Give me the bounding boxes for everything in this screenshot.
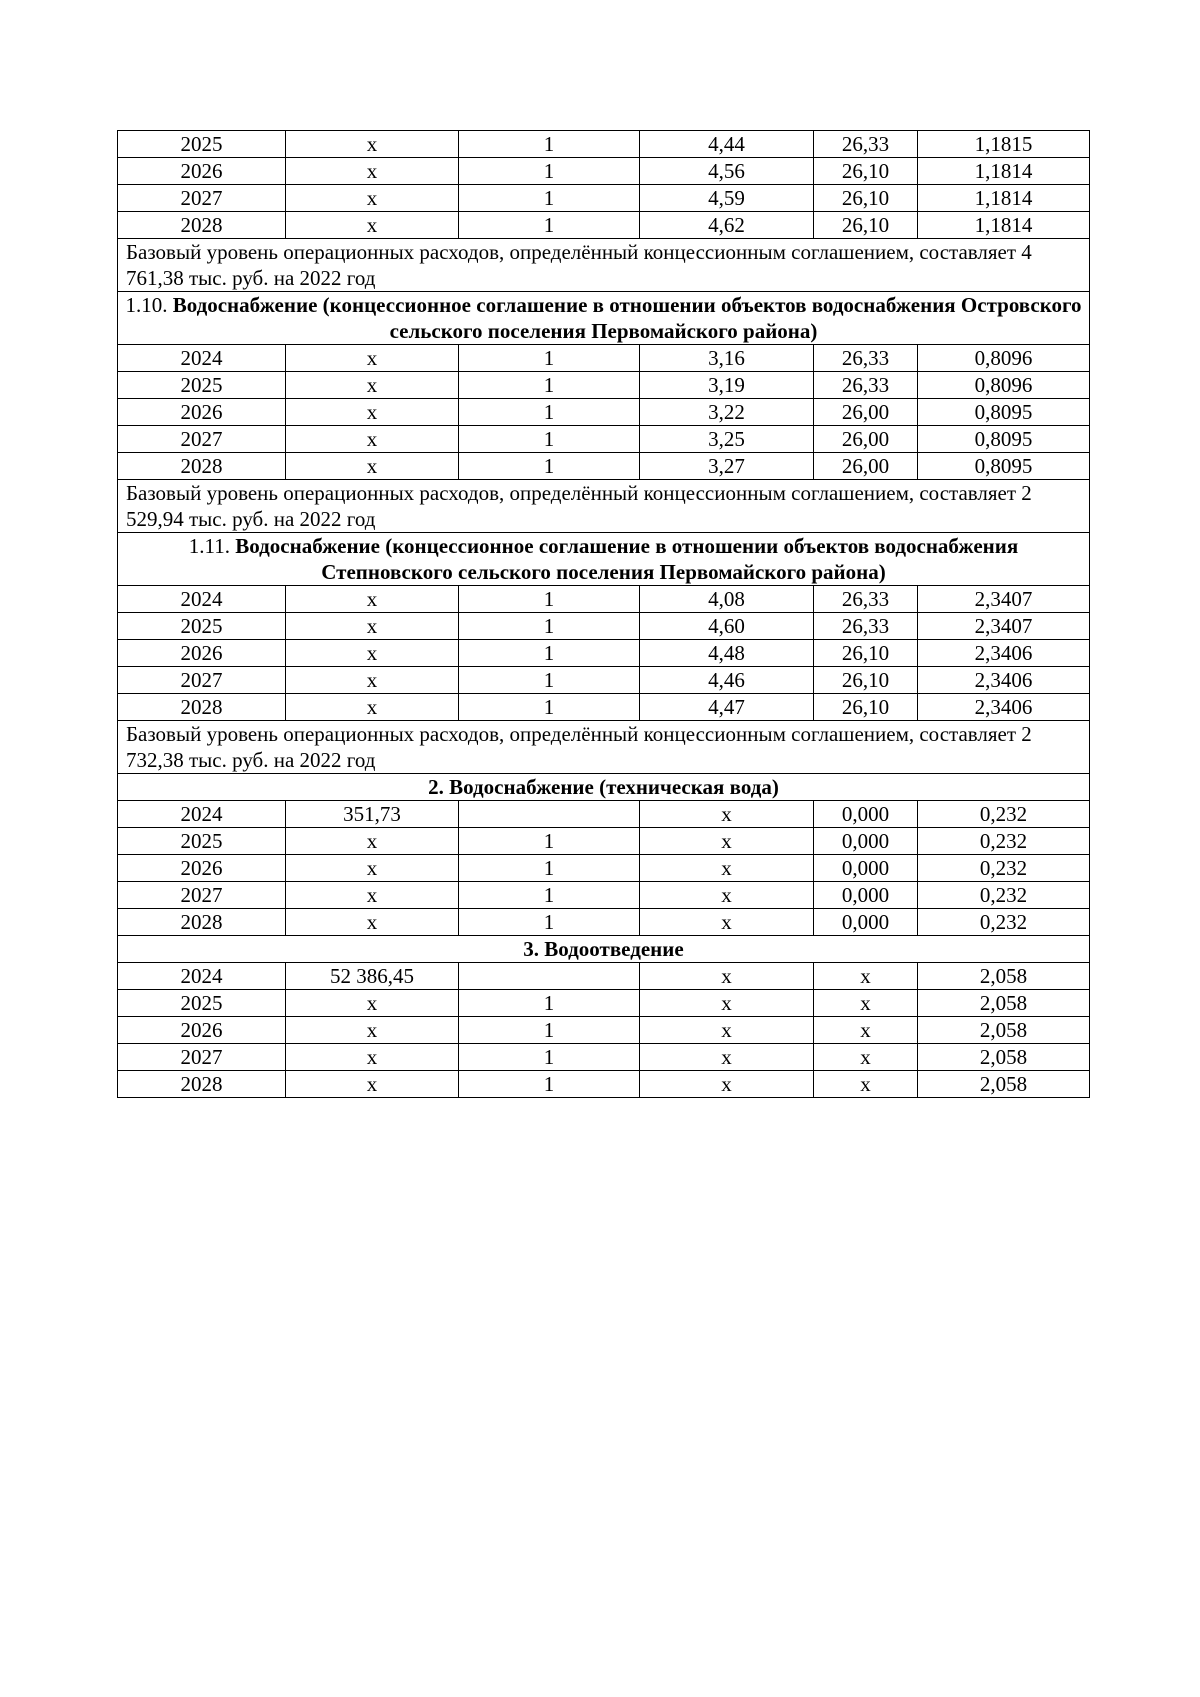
table-cell-col-4: 4,46 (640, 667, 814, 694)
table-cell-col-2: x (286, 586, 459, 613)
table-cell-col-4: 4,59 (640, 185, 814, 212)
table-cell-col-6: 0,8096 (918, 345, 1090, 372)
table-cell-col-6: 2,058 (918, 990, 1090, 1017)
table-cell-year: 2028 (118, 212, 286, 239)
table-cell-col-3: 1 (459, 399, 640, 426)
section-title: Водоснабжение (концессионное соглашение в отношении объектов водоснабжения Островского сельского поселения Первомайского района) (172, 293, 1082, 343)
table-cell-col-6: 2,058 (918, 1071, 1090, 1098)
table-row (118, 990, 1090, 1017)
table-cell-year: 2024 (118, 963, 286, 990)
table-cell-col-2: x (286, 667, 459, 694)
table-cell-col-3: 1 (459, 909, 640, 936)
table-cell-col-4: x (640, 882, 814, 909)
section-title: Водоснабжение (концессионное соглашение в отношении объектов водоснабжения Степновского сельского поселения Первомайского района) (235, 534, 1019, 584)
table-cell-col-5: 26,33 (814, 372, 918, 399)
table-cell-col-3: 1 (459, 694, 640, 721)
table-row (118, 828, 1090, 855)
table-cell-year: 2028 (118, 909, 286, 936)
table-cell-col-6: 2,058 (918, 1017, 1090, 1044)
table-cell-year: 2024 (118, 586, 286, 613)
table-cell-col-5: 26,33 (814, 131, 918, 158)
table-cell-col-5: x (814, 1017, 918, 1044)
table-cell-col-6: 0,232 (918, 855, 1090, 882)
table-cell-col-4: x (640, 909, 814, 936)
table-cell-col-3: 1 (459, 1071, 640, 1098)
table-cell-year: 2025 (118, 613, 286, 640)
section-heading (118, 292, 1090, 345)
table-cell-col-6: 0,8096 (918, 372, 1090, 399)
table-cell-col-4: x (640, 963, 814, 990)
table-cell-year: 2027 (118, 185, 286, 212)
table-cell-col-3: 1 (459, 1044, 640, 1071)
section-heading-row (118, 936, 1090, 963)
table-cell-col-5: x (814, 1071, 918, 1098)
table-cell-col-6: 2,3406 (918, 667, 1090, 694)
table-cell-col-2: x (286, 1044, 459, 1071)
table-cell-col-2: x (286, 990, 459, 1017)
table-cell-col-3: 1 (459, 426, 640, 453)
table-cell-col-3: 1 (459, 372, 640, 399)
table-cell-col-6: 1,1814 (918, 158, 1090, 185)
table-cell-col-3: 1 (459, 613, 640, 640)
table-cell-col-3: 1 (459, 185, 640, 212)
table-cell-col-3: 1 (459, 990, 640, 1017)
section-title: 2. Водоснабжение (техническая вода) (428, 775, 779, 799)
table-cell-col-5: x (814, 963, 918, 990)
table-cell-col-4: 3,19 (640, 372, 814, 399)
table-cell-col-6: 0,232 (918, 828, 1090, 855)
table-cell-col-3: 1 (459, 855, 640, 882)
table-cell-year: 2026 (118, 855, 286, 882)
table-cell-col-4: 4,44 (640, 131, 814, 158)
table-cell-col-2: x (286, 909, 459, 936)
table-cell-col-4: 4,60 (640, 613, 814, 640)
table-cell-col-5: 26,10 (814, 667, 918, 694)
table-cell-col-4: 3,22 (640, 399, 814, 426)
table-cell-col-6: 2,058 (918, 1044, 1090, 1071)
table-cell-col-6: 2,3407 (918, 613, 1090, 640)
table-row (118, 399, 1090, 426)
table-cell-col-6: 1,1814 (918, 185, 1090, 212)
table-cell-col-2: x (286, 372, 459, 399)
table-cell-col-2: x (286, 640, 459, 667)
section-heading-row (118, 292, 1090, 345)
table-cell-col-3: 1 (459, 158, 640, 185)
table-row (118, 882, 1090, 909)
table-cell-year: 2025 (118, 990, 286, 1017)
table-cell-col-3: 1 (459, 1017, 640, 1044)
table-cell-col-6: 0,232 (918, 801, 1090, 828)
table-cell-col-4: 3,27 (640, 453, 814, 480)
table-cell-col-3: 1 (459, 586, 640, 613)
table-cell-col-4: x (640, 1071, 814, 1098)
table-cell-col-2: x (286, 613, 459, 640)
table-cell-col-4: x (640, 855, 814, 882)
table-cell-col-3: 1 (459, 882, 640, 909)
table-cell-col-3: 1 (459, 453, 640, 480)
base-level-note-row (118, 239, 1090, 292)
table-cell-col-2: x (286, 1071, 459, 1098)
table-cell-year: 2026 (118, 640, 286, 667)
table-cell-col-2: 351,73 (286, 801, 459, 828)
section-number: 1.10. (125, 293, 168, 317)
table-cell-col-4: 4,47 (640, 694, 814, 721)
table-cell-col-2: x (286, 185, 459, 212)
table-cell-year: 2025 (118, 828, 286, 855)
section-heading-row (118, 533, 1090, 586)
table-cell-col-3: 1 (459, 640, 640, 667)
table-cell-col-4: x (640, 801, 814, 828)
table-cell-year: 2026 (118, 158, 286, 185)
table-cell-year: 2026 (118, 1017, 286, 1044)
table-cell-col-4: x (640, 990, 814, 1017)
table-row (118, 694, 1090, 721)
table-cell-year: 2027 (118, 882, 286, 909)
table-cell-col-2: x (286, 828, 459, 855)
base-level-note: Базовый уровень операционных расходов, определённый концессионным соглашением, составляет 2 529,94 тыс. руб. на 2022 год (118, 480, 1090, 533)
table-cell-col-6: 2,3407 (918, 586, 1090, 613)
table-cell-col-2: x (286, 131, 459, 158)
table-cell-col-4: 3,25 (640, 426, 814, 453)
section-title: 3. Водоотведение (523, 937, 684, 961)
table-cell-col-3 (459, 801, 640, 828)
table-cell-col-6: 0,8095 (918, 399, 1090, 426)
table-cell-col-2: 52 386,45 (286, 963, 459, 990)
table-row (118, 345, 1090, 372)
section-heading-row (118, 774, 1090, 801)
table-cell-col-6: 0,232 (918, 882, 1090, 909)
table-row (118, 1017, 1090, 1044)
table-row (118, 801, 1090, 828)
table-cell-col-6: 2,058 (918, 963, 1090, 990)
table-cell-year: 2028 (118, 453, 286, 480)
section-heading (118, 936, 1090, 963)
table-cell-year: 2027 (118, 426, 286, 453)
table-cell-year: 2027 (118, 667, 286, 694)
table-cell-col-2: x (286, 1017, 459, 1044)
table-cell-year: 2026 (118, 399, 286, 426)
table-cell-col-2: x (286, 453, 459, 480)
section-heading (118, 774, 1090, 801)
table-cell-col-3: 1 (459, 345, 640, 372)
table-cell-col-5: 26,00 (814, 426, 918, 453)
section-number: 1.11. (188, 534, 230, 558)
table-row (118, 640, 1090, 667)
table-cell-col-5: 0,000 (814, 828, 918, 855)
table-cell-year: 2025 (118, 372, 286, 399)
table-cell-col-5: x (814, 990, 918, 1017)
table-row (118, 963, 1090, 990)
table-row (118, 131, 1090, 158)
table-cell-col-2: x (286, 426, 459, 453)
table-cell-col-5: 0,000 (814, 855, 918, 882)
base-level-note: Базовый уровень операционных расходов, определённый концессионным соглашением, составляет 4 761,38 тыс. руб. на 2022 год (118, 239, 1090, 292)
table-cell-col-4: 4,08 (640, 586, 814, 613)
table-row (118, 855, 1090, 882)
table-cell-col-4: x (640, 828, 814, 855)
tariff-table-body (118, 131, 1090, 1098)
table-row (118, 453, 1090, 480)
base-level-note: Базовый уровень операционных расходов, определённый концессионным соглашением, составляет 2 732,38 тыс. руб. на 2022 год (118, 721, 1090, 774)
table-row (118, 158, 1090, 185)
table-cell-col-3: 1 (459, 131, 640, 158)
table-cell-year: 2025 (118, 131, 286, 158)
table-cell-col-6: 1,1814 (918, 212, 1090, 239)
table-cell-col-4: 4,56 (640, 158, 814, 185)
table-cell-col-4: x (640, 1044, 814, 1071)
table-cell-col-5: 26,00 (814, 399, 918, 426)
table-cell-col-5: 26,10 (814, 158, 918, 185)
table-row (118, 212, 1090, 239)
table-cell-col-6: 0,8095 (918, 453, 1090, 480)
table-cell-col-2: x (286, 694, 459, 721)
table-cell-col-3: 1 (459, 828, 640, 855)
table-cell-col-3: 1 (459, 212, 640, 239)
base-level-note-row (118, 480, 1090, 533)
table-cell-col-5: 0,000 (814, 909, 918, 936)
table-row (118, 185, 1090, 212)
table-cell-col-4: 4,48 (640, 640, 814, 667)
table-cell-year: 2024 (118, 801, 286, 828)
table-cell-col-6: 2,3406 (918, 640, 1090, 667)
table-cell-col-2: x (286, 212, 459, 239)
table-row (118, 1044, 1090, 1071)
table-cell-year: 2027 (118, 1044, 286, 1071)
table-row (118, 372, 1090, 399)
table-cell-col-6: 0,232 (918, 909, 1090, 936)
table-cell-col-6: 2,3406 (918, 694, 1090, 721)
table-row (118, 426, 1090, 453)
table-cell-col-2: x (286, 345, 459, 372)
table-cell-col-2: x (286, 855, 459, 882)
table-row (118, 667, 1090, 694)
table-cell-col-5: 26,10 (814, 694, 918, 721)
table-cell-col-6: 1,1815 (918, 131, 1090, 158)
base-level-note-row (118, 721, 1090, 774)
table-row (118, 909, 1090, 936)
table-cell-col-4: x (640, 1017, 814, 1044)
table-cell-col-5: 0,000 (814, 801, 918, 828)
table-cell-col-5: 26,33 (814, 613, 918, 640)
table-cell-col-4: 3,16 (640, 345, 814, 372)
table-row (118, 1071, 1090, 1098)
table-cell-col-5: x (814, 1044, 918, 1071)
table-cell-col-5: 0,000 (814, 882, 918, 909)
table-cell-col-5: 26,10 (814, 185, 918, 212)
table-row (118, 613, 1090, 640)
table-cell-col-5: 26,33 (814, 586, 918, 613)
tariff-table (117, 130, 1090, 1098)
table-cell-col-4: 4,62 (640, 212, 814, 239)
table-cell-col-2: x (286, 882, 459, 909)
table-cell-year: 2028 (118, 1071, 286, 1098)
table-cell-col-3: 1 (459, 667, 640, 694)
table-cell-col-5: 26,33 (814, 345, 918, 372)
table-cell-col-5: 26,00 (814, 453, 918, 480)
section-heading (118, 533, 1090, 586)
table-cell-year: 2024 (118, 345, 286, 372)
table-cell-col-3 (459, 963, 640, 990)
table-cell-col-2: x (286, 399, 459, 426)
table-cell-year: 2028 (118, 694, 286, 721)
table-cell-col-5: 26,10 (814, 640, 918, 667)
table-cell-col-2: x (286, 158, 459, 185)
table-row (118, 586, 1090, 613)
table-cell-col-6: 0,8095 (918, 426, 1090, 453)
table-cell-col-5: 26,10 (814, 212, 918, 239)
